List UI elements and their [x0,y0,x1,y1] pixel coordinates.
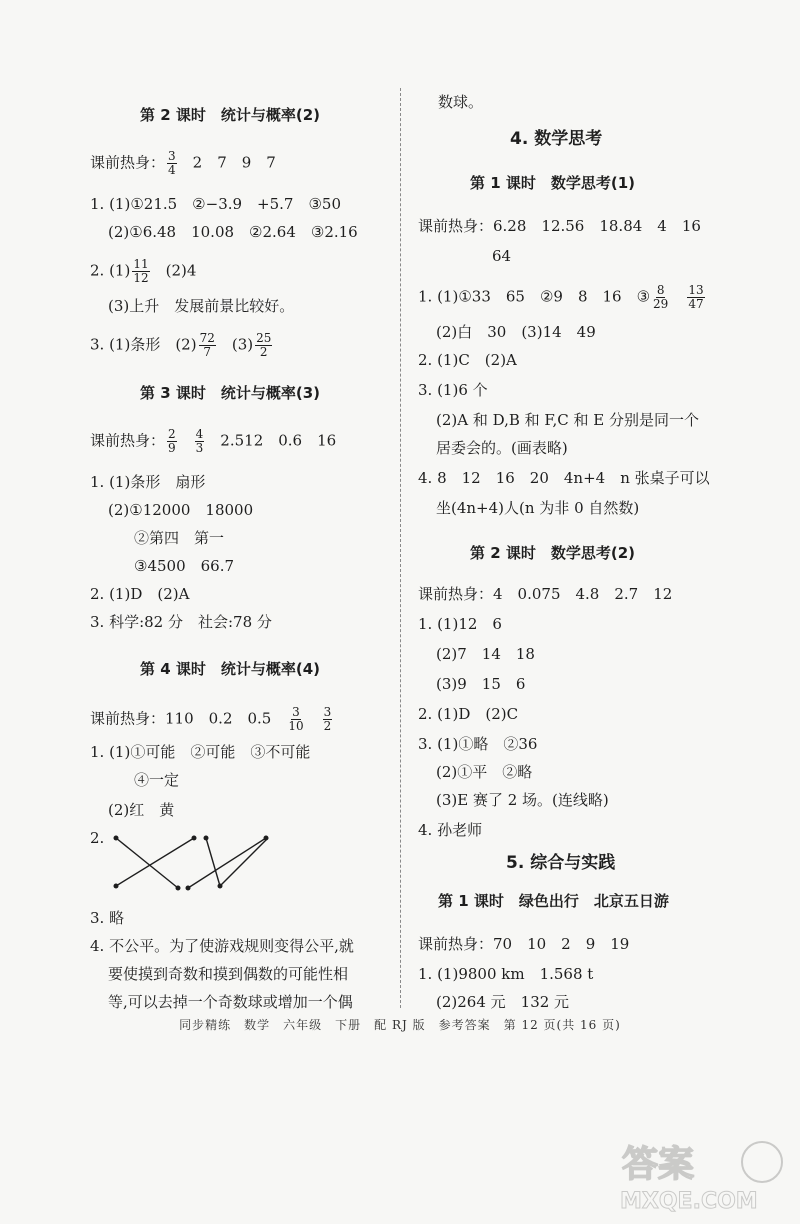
right-lesson2-q1-line1: 1. (1)12 6 [418,615,502,633]
right-lesson3-heading: 第 1 课时 绿色出行 北京五日游 [438,892,669,910]
right-lesson2-q1-line3: (3)9 15 6 [436,675,526,693]
fraction: $\frac{8}{29}$ [653,283,669,311]
svg-text:答案: 答案 [622,1144,695,1185]
right-lesson1-q2: 2. (1)C (2)A [418,351,517,369]
lesson3-heading: 第 3 课时 统计与概率(3) [140,384,321,402]
right-lesson2-q2: 2. (1)D (2)C [418,705,519,723]
right-lesson2-q4: 4. 孙老师 [418,821,483,839]
match-dot [186,886,191,891]
matching-diagram [108,828,278,898]
right-lesson2-q3-line3: (3)E 赛了 2 场。(连线略) [436,791,609,809]
lesson2-q2-line1: 2. (1) $\frac{11}{12}$ (2)4 [90,257,197,285]
lesson2-warmup: 课前热身： $\frac{3}{4}$ 2 7 9 7 [90,149,276,177]
right-lesson1-q3-line1: 3. (1)6 个 [418,381,488,399]
right-lesson1-q3-line2: (2)A 和 D,B 和 F,C 和 E 分别是同一个 [436,411,700,429]
right-lesson1-q3-line3: 居委会的。(画表略) [436,439,568,457]
lesson3-q2: 2. (1)D (2)A [90,585,190,603]
lesson3-q1-line3: ②第四 第一 [134,529,225,547]
lesson3-q1-line4: ③4500 66.7 [134,557,235,575]
site-watermark-logo [612,1130,788,1214]
lesson2-q1-line1: 1. (1)①21.5 ②−3.9 +5.7 ③50 [90,195,342,213]
right-lesson2-warmup: 课前热身：4 0.075 4.8 2.7 12 [418,585,673,603]
fraction: $\frac{3}{4}$ [168,149,176,177]
match-line [188,838,266,888]
match-dot [264,836,269,841]
fraction: $\frac{2}{9}$ [168,427,176,455]
right-lesson2-q1-line2: (2)7 14 18 [436,645,535,663]
lesson3-q3: 3. 科学:82 分 社会:78 分 [90,613,272,631]
fraction: $\frac{3}{2}$ [323,705,332,733]
match-dot [114,836,119,841]
lesson2-heading: 第 2 课时 统计与概率(2) [140,106,321,124]
right-lesson1-q4-line2: 坐(4n+4)人(n 为非 0 自然数) [436,499,640,517]
fraction: $\frac{4}{3}$ [195,427,204,455]
right-lesson1-warmup-line2: 64 [492,247,512,265]
right-lesson1-q4-line1: 4. 8 12 16 20 4n+4 n 张桌子可以 [418,469,710,487]
lesson4-q2-label: 2. [90,829,105,847]
fraction: $\frac{25}{2}$ [256,331,272,359]
column-divider [400,88,401,1008]
match-dot [114,884,119,889]
right-lesson2-heading: 第 2 课时 数学思考(2) [470,544,636,562]
fraction: $\frac{3}{10}$ [288,705,304,733]
lesson2-q3: 3. (1)条形 (2) $\frac{72}{7}$ (3) $\frac{25}{2}$ [90,331,272,359]
match-dot [192,836,197,841]
fraction: $\frac{11}{12}$ [133,257,149,285]
svg-text:MXQE.COM: MXQE.COM [620,1189,758,1214]
right-lesson3-warmup: 课前热身：70 10 2 9 19 [418,935,630,953]
right-lesson1-q1-line1: 1. (1)①33 65 ②9 8 16 ③ $\frac{8}{29}$ $\frac{13}{47}$ [418,283,704,311]
lesson2-q1-line2: (2)①6.48 10.08 ②2.64 ③2.16 [108,223,358,241]
lesson3-warmup: 课前热身： $\frac{2}{9}$ $\frac{4}{3}$ 2.512 0.6 16 [90,427,337,455]
right-lesson1-warmup-line1: 课前热身：6.28 12.56 18.84 4 16 [418,217,701,235]
lesson4-q1-line2: ④一定 [134,771,180,789]
match-dot [218,884,223,889]
lesson4-q3: 3. 略 [90,909,125,927]
unit5-heading: 5. 综合与实践 [506,853,616,873]
match-line [220,838,268,886]
unit4-heading: 4. 数学思考 [510,129,603,149]
match-dot [204,836,209,841]
lesson4-q1-line1: 1. (1)①可能 ②可能 ③不可能 [90,743,311,761]
lesson4-heading: 第 4 课时 统计与概率(4) [140,660,321,678]
lesson2-q2-line2: (3)上升 发展前景比较好。 [108,297,295,315]
lesson3-q1-line2: (2)①12000 18000 [108,501,254,519]
match-dot [176,886,181,891]
lesson4-q4-line2: 要使摸到奇数和摸到偶数的可能性相 [108,965,349,983]
right-lesson3-q1-line1: 1. (1)9800 km 1.568 t [418,965,594,983]
right-lesson1-q1-line2: (2)白 30 (3)14 49 [436,323,596,341]
page-footer: 同步精练 数学 六年级 下册 配 RJ 版 参考答案 第 12 页(共 16 页) [179,1018,621,1032]
right-lesson1-heading: 第 1 课时 数学思考(1) [470,174,636,192]
lesson4-q4-line3: 等,可以去掉一个奇数球或增加一个偶 [108,993,353,1011]
continued-text: 数球。 [438,93,484,111]
right-lesson3-q1-line2: (2)264 元 132 元 [436,993,570,1011]
lesson4-q1-line3: (2)红 黄 [108,801,175,819]
lesson3-q1-line1: 1. (1)条形 扇形 [90,473,206,491]
right-lesson2-q3-line1: 3. (1)①略 ②36 [418,735,538,753]
right-lesson2-q3-line2: (2)①平 ②略 [436,763,533,781]
lesson4-q4-line1: 4. 不公平。为了使游戏规则变得公平,就 [90,937,354,955]
lesson4-warmup: 课前热身：110 0.2 0.5 $\frac{3}{10}$ $\frac{3}{2}$ [90,705,332,733]
fraction: $\frac{72}{7}$ [199,331,215,359]
fraction: $\frac{13}{47}$ [688,283,704,311]
match-line [116,838,194,886]
match-line [206,838,220,886]
